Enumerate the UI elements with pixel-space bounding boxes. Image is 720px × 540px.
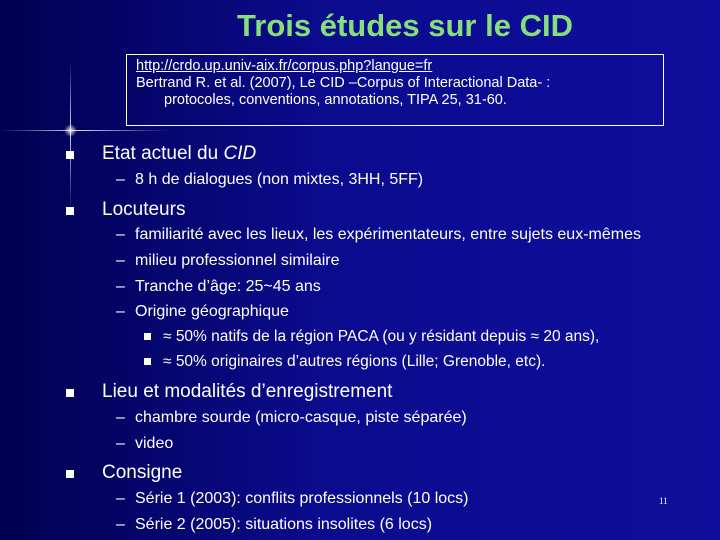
page-number: 11	[659, 496, 668, 506]
dash-bullet: –	[116, 252, 125, 269]
dash-bullet: –	[116, 278, 125, 295]
square-bullet-icon	[144, 333, 151, 340]
square-bullet-icon	[66, 151, 74, 159]
list-item-text: Tranche d’âge: 25~45 ans	[135, 278, 321, 295]
reference-box	[126, 54, 664, 126]
list-item-text: video	[135, 435, 174, 452]
list-item-text: familiarité avec les lieux, les expérimentateurs, entre sujets eux-mêmes	[135, 226, 641, 243]
slide-title: Trois études sur le CID	[237, 8, 573, 43]
dash-bullet: –	[116, 490, 125, 507]
dash-bullet: –	[116, 435, 125, 452]
decorative-sparkle-glow	[64, 124, 77, 137]
section-heading-text: Lieu et modalités d’enregistrement	[102, 381, 393, 402]
sub-list-item-text: ≈ 50% originaires d’autres régions (Lille; Grenoble, etc).	[163, 353, 546, 370]
reference-citation-line2: protocoles, conventions, annotations, TIPA 25, 31-60.	[164, 92, 507, 108]
list-item-text: Série 2 (2005): situations insolites (6 locs)	[135, 516, 433, 533]
decorative-sparkle-horizontal	[0, 130, 170, 131]
list-item-text: 8 h de dialogues (non mixtes, 3HH, 5FF)	[135, 171, 424, 188]
dash-bullet: –	[116, 409, 125, 426]
list-item-text: Origine géographique	[135, 303, 289, 320]
square-bullet-icon	[66, 389, 74, 397]
section-heading-text: Locuteurs	[102, 199, 186, 220]
dash-bullet: –	[116, 516, 125, 533]
reference-citation-line1: Bertrand R. et al. (2007), Le CID –Corpus of Interactional Data- :	[136, 75, 551, 91]
dash-bullet: –	[116, 226, 125, 243]
list-item-text: milieu professionnel similaire	[135, 252, 340, 269]
list-item-text: chambre sourde (micro-casque, piste séparée)	[135, 409, 467, 426]
section-heading-text: Consigne	[102, 462, 183, 483]
square-bullet-icon	[144, 358, 151, 365]
sub-list-item-text: ≈ 50% natifs de la région PACA (ou y résidant depuis ≈ 20 ans),	[163, 328, 600, 345]
dash-bullet: –	[116, 171, 125, 188]
list-item-text: Série 1 (2003): conflits professionnels (10 locs)	[135, 490, 469, 507]
square-bullet-icon	[66, 470, 74, 478]
reference-link[interactable]: http://crdo.up.univ-aix.fr/corpus.php?langue=fr	[136, 58, 433, 74]
section-heading-italic: CID	[223, 143, 257, 164]
square-bullet-icon	[66, 207, 74, 215]
section-heading-text: Etat actuel du	[102, 143, 224, 164]
dash-bullet: –	[116, 303, 125, 320]
